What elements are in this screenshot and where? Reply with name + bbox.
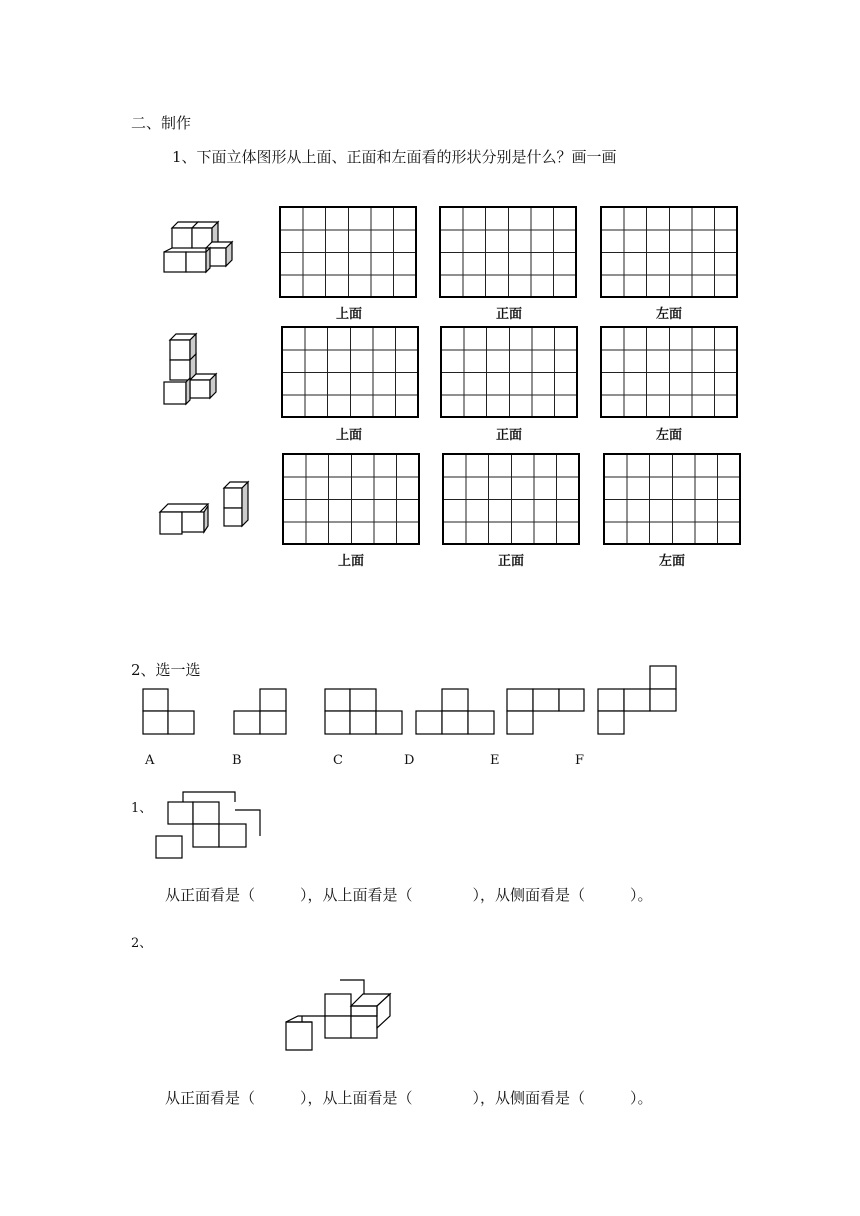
q1-prompt: 1、下面立体图形从上面、正面和左面看的形状分别是什么？画一画 [172,148,617,166]
answer-grid-r2-top[interactable] [281,326,419,418]
grid-label: 左面 [655,307,682,322]
grid-label: 上面 [335,428,362,443]
option-label-a: A [145,753,155,768]
answer-grid-r3-top[interactable] [282,453,420,545]
grid-label: 左面 [658,554,685,569]
answer-grid-r3-left[interactable] [603,453,741,545]
q2-prompt: 2、选一选 [131,661,201,679]
sub1-figure [150,788,270,864]
sub1-sentence: 从正面看是（ ），从上面看是（ ），从侧面看是（ ）。 [165,886,653,904]
grid-label: 正面 [495,307,522,322]
grid-label: 左面 [655,428,682,443]
section-title: 二、制作 [131,114,192,132]
answer-grid-r2-front[interactable] [440,326,578,418]
cube-figure-2 [160,332,220,408]
option-label-e: E [490,753,500,768]
sub1-number: 1、 [131,801,153,816]
answer-grid-r1-top[interactable] [279,206,417,298]
answer-grid-r1-front[interactable] [439,206,577,298]
grid-label: 正面 [495,428,522,443]
cube-figure-3 [156,480,252,538]
option-shapes [140,662,685,738]
answer-grid-r3-front[interactable] [442,453,580,545]
sub2-figure [280,976,410,1054]
grid-label: 上面 [337,554,364,569]
answer-grid-r2-left[interactable] [600,326,738,418]
sub2-sentence: 从正面看是（ ），从上面看是（ ），从侧面看是（ ）。 [165,1089,653,1107]
answer-grid-r1-left[interactable] [600,206,738,298]
option-label-b: B [232,753,242,768]
sub2-number: 2、 [131,936,153,951]
option-label-f: F [575,753,585,768]
grid-label: 正面 [497,554,524,569]
grid-label: 上面 [335,307,362,322]
option-label-d: D [404,753,415,768]
cube-figure-1 [160,218,240,278]
option-label-c: C [333,753,343,768]
